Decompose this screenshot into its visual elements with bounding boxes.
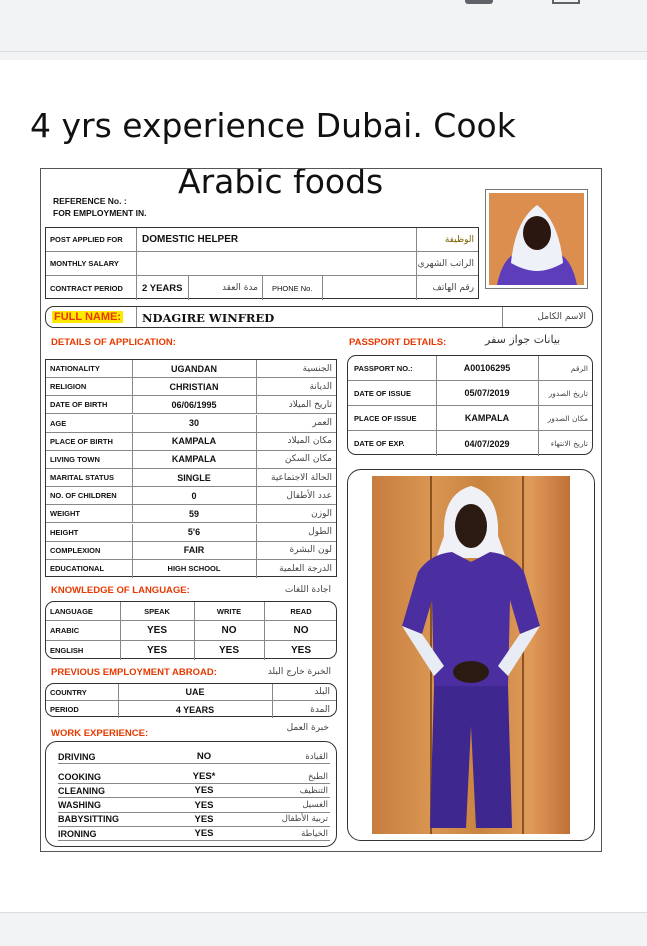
work-label: CLEANING	[58, 785, 105, 796]
full-name-label: FULL NAME:	[54, 311, 122, 323]
passport-label: DATE OF EXP.	[354, 439, 405, 448]
language-cell: YES	[218, 644, 239, 656]
work-ar: تربية الأطفال	[281, 814, 328, 825]
detail-value: UGANDAN	[171, 363, 217, 374]
detail-ar: تاريخ الميلاد	[288, 399, 332, 410]
details-row	[46, 378, 336, 396]
passport-table	[347, 355, 593, 455]
previous-title-ar: الخبرة خارج البلد	[267, 667, 331, 677]
detail-ar: الجنسية	[302, 363, 332, 374]
work-row	[58, 784, 330, 798]
work-label: BABYSITTING	[58, 814, 120, 825]
contract-label: CONTRACT PERIOD	[50, 283, 123, 293]
post-ar: الوظيفة	[444, 234, 474, 245]
passport-ar: مكان الصدور	[547, 413, 588, 423]
period-value: 4 YEARS	[175, 704, 215, 715]
language-cell: YES	[146, 624, 167, 636]
passport-row	[348, 431, 592, 456]
passport-label: DATE OF ISSUE	[354, 388, 411, 398]
detail-value: SINGLE	[177, 472, 211, 483]
work-label: DRIVING	[58, 751, 96, 762]
full-name-value: NDAGIRE WINFRED	[142, 311, 275, 325]
passport-ar: تاريخ الانتهاء	[550, 439, 588, 448]
detail-label: PLACE OF BIRTH	[50, 436, 113, 446]
previous-title: PREVIOUS EMPLOYMENT ABROAD:	[51, 667, 217, 678]
detail-ar: الحالة الاجتماعية	[271, 472, 332, 483]
language-cell: NO	[293, 624, 309, 636]
language-title-ar: اجادة اللغات	[284, 585, 331, 595]
language-header: WRITE	[216, 606, 242, 616]
work-row	[58, 799, 330, 813]
caption-line-1: 4 yrs experience Dubai. Cook	[30, 106, 516, 145]
detail-label: HEIGHT	[50, 527, 79, 537]
language-row	[46, 621, 336, 640]
detail-label: EDUCATIONAL	[50, 564, 105, 574]
work-value: NO	[196, 751, 212, 762]
salary-ar: الراتب الشهري	[417, 258, 474, 269]
details-row	[46, 360, 336, 378]
detail-label: COMPLEXION	[50, 545, 101, 555]
details-row	[46, 469, 336, 487]
work-value: YES	[194, 799, 214, 811]
detail-label: NO. OF CHILDREN	[50, 491, 117, 501]
post-label: POST APPLIED FOR	[50, 235, 123, 244]
employment-label: FOR EMPLOYMENT IN.	[53, 208, 147, 218]
post-value: DOMESTIC HELPER	[142, 234, 239, 245]
language-title: KNOWLEDGE OF LANGUAGE:	[51, 585, 190, 596]
work-label: IRONING	[58, 828, 97, 839]
language-row	[46, 602, 336, 621]
work-ar: الخياطة	[301, 828, 328, 839]
work-value: YES*	[192, 771, 216, 783]
caption-line-2: Arabic foods	[178, 162, 384, 201]
work-label: COOKING	[58, 771, 102, 782]
detail-value: KAMPALA	[171, 454, 217, 465]
details-table	[45, 359, 337, 577]
details-row	[46, 505, 336, 523]
salary-label: MONTHLY SALARY	[50, 259, 119, 268]
work-row	[58, 813, 330, 827]
detail-value: 5'6	[187, 527, 201, 538]
detail-ar: العمر	[312, 418, 332, 429]
details-row	[46, 487, 336, 505]
passport-row	[348, 381, 592, 406]
detail-ar: الديانة	[309, 381, 332, 392]
toolbar-icon[interactable]	[465, 0, 493, 4]
application-form	[40, 168, 602, 852]
country-label: COUNTRY	[50, 687, 87, 697]
detail-ar: الطول	[308, 527, 332, 538]
detail-value: KAMPALA	[171, 436, 217, 447]
phone-ar: رقم الهاتف	[432, 283, 474, 293]
details-row	[46, 560, 336, 578]
detail-ar: مكان السكن	[284, 454, 332, 465]
work-table	[45, 741, 337, 847]
details-row	[46, 542, 336, 560]
detail-label: LIVING TOWN	[50, 454, 100, 464]
country-value: UAE	[185, 687, 205, 697]
details-row	[46, 415, 336, 433]
passport-title-ar: بيانات جواز سفر	[485, 333, 561, 346]
language-header: LANGUAGE	[50, 606, 93, 616]
phone-label: PHONE No.	[272, 283, 313, 293]
detail-value: 06/06/1995	[171, 399, 217, 410]
work-ar: الطبخ	[308, 771, 328, 782]
reference-label: REFERENCE No. :	[53, 196, 127, 206]
detail-value: FAIR	[183, 545, 205, 556]
details-row	[46, 451, 336, 469]
bottom-bar	[0, 912, 647, 946]
work-label: WASHING	[58, 800, 102, 811]
passport-title: PASSPORT DETAILS:	[349, 337, 447, 348]
browser-toolbar	[0, 0, 647, 52]
work-ar: القيادة	[305, 751, 328, 762]
detail-ar: عدد الأطفال	[286, 490, 332, 501]
contract-value: 2 YEARS	[142, 282, 183, 294]
work-ar: التنظيف	[299, 785, 328, 796]
portrait-photo-small	[485, 189, 588, 289]
work-title: WORK EXPERIENCE:	[51, 728, 149, 739]
passport-value: 05/07/2019	[464, 388, 510, 398]
detail-ar: الوزن	[311, 508, 332, 519]
language-row	[46, 641, 336, 660]
detail-ar: الدرجة العلمية	[279, 563, 332, 574]
previous-table	[45, 683, 337, 717]
passport-ar: الرقم	[570, 363, 588, 373]
language-header: SPEAK	[144, 606, 170, 616]
detail-label: WEIGHT	[50, 509, 80, 519]
detail-label: AGE	[50, 418, 67, 428]
details-title: DETAILS OF APPLICATION:	[51, 337, 176, 348]
passport-label: PLACE OF ISSUE	[354, 413, 417, 423]
language-cell: YES	[290, 644, 311, 656]
full-body-photo	[372, 476, 570, 834]
full-photo-frame	[347, 469, 595, 841]
full-name-row	[45, 306, 593, 328]
passport-value: KAMPALA	[464, 413, 510, 423]
language-cell: ARABIC	[50, 625, 80, 635]
reference-header	[53, 195, 147, 219]
contract-ar: مدة العقد	[222, 283, 258, 293]
language-header: READ	[290, 606, 312, 616]
details-row	[46, 524, 336, 542]
passport-ar: تاريخ الصدور	[548, 388, 588, 398]
passport-value: A00106295	[463, 363, 511, 373]
download-icon[interactable]	[552, 0, 580, 4]
work-value: YES	[194, 828, 214, 839]
detail-value: CHRISTIAN	[169, 381, 219, 392]
details-row	[46, 433, 336, 451]
detail-label: RELIGION	[50, 382, 87, 392]
work-value: YES	[194, 813, 214, 825]
detail-value: 0	[191, 490, 197, 501]
full-body-image	[372, 476, 570, 834]
full-name-ar: الاسم الكامل	[537, 312, 586, 322]
work-value: YES	[194, 785, 214, 797]
work-ar: الغسيل	[302, 800, 328, 811]
detail-label: NATIONALITY	[50, 364, 100, 374]
post-info-box	[45, 227, 479, 299]
passport-value: 04/07/2029	[464, 438, 510, 449]
detail-value: 59	[188, 508, 199, 519]
work-row	[58, 770, 330, 784]
passport-row	[348, 406, 592, 431]
passport-label: PASSPORT NO.:	[354, 363, 413, 373]
period-label: PERIOD	[50, 705, 79, 714]
detail-value: 30	[188, 418, 199, 429]
passport-row	[348, 356, 592, 381]
detail-ar: مكان الميلاد	[287, 436, 332, 447]
detail-value: HIGH SCHOOL	[167, 564, 221, 574]
language-cell: ENGLISH	[50, 645, 84, 655]
detail-label: DATE OF BIRTH	[50, 400, 108, 410]
detail-label: MARITAL STATUS	[50, 473, 115, 483]
period-ar: المدة	[310, 704, 330, 715]
language-cell: NO	[221, 624, 237, 636]
work-row	[58, 750, 330, 764]
language-cell: YES	[146, 644, 167, 656]
language-table	[45, 601, 337, 659]
country-ar: البلد	[314, 687, 330, 697]
work-title-ar: خبرة العمل	[286, 723, 329, 733]
work-row	[58, 827, 330, 841]
details-row	[46, 396, 336, 414]
portrait-image	[489, 193, 584, 285]
detail-ar: لون البشرة	[289, 545, 332, 556]
